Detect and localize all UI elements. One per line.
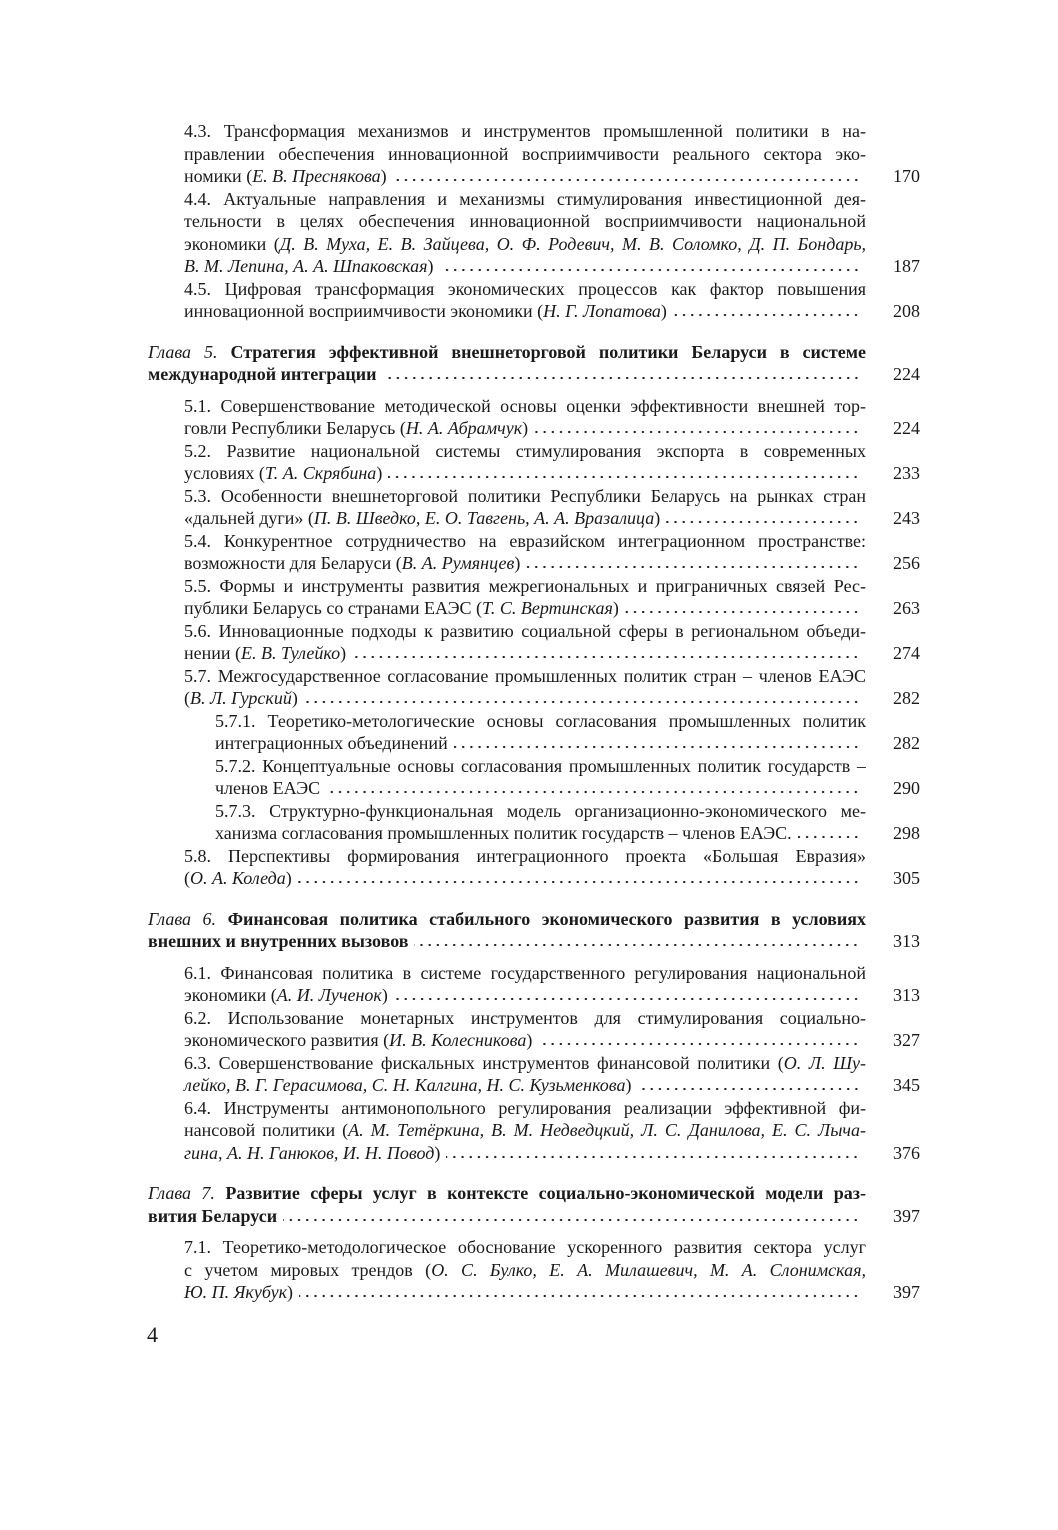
- entry-title: экономического развития (: [184, 1030, 390, 1050]
- toc-line: [184, 233, 866, 256]
- toc-line-text: [184, 963, 866, 983]
- page-ref: 397: [893, 1282, 920, 1302]
- authors: лейко, В. Г. Герасимова, С. Н. Калгина, Н. С. Кузьменкова: [184, 1075, 626, 1095]
- entry-title: (: [184, 868, 190, 888]
- toc-entry: [0, 620, 1058, 665]
- authors: П. В. Шведко, Е. О. Тавгень, А. А. Вразалица: [313, 508, 655, 528]
- page-ref: 170: [893, 166, 920, 186]
- toc-line-text: [184, 1237, 866, 1257]
- page-ref: 224: [893, 364, 920, 384]
- toc-line-text: [184, 462, 382, 485]
- toc-line-text: [148, 1183, 866, 1203]
- toc-line: [184, 552, 866, 575]
- entry-title: нансовой политики (: [184, 1120, 349, 1140]
- dot-leader: [638, 1085, 860, 1091]
- entry-title: 5.2. Развитие национальной системы стимулирования экспорта в современных: [184, 440, 866, 461]
- entry-title: с учетом мировых трендов (: [184, 1259, 432, 1280]
- page-ref: 208: [893, 301, 920, 321]
- toc-line-text: [184, 597, 619, 620]
- toc-line-text: [184, 189, 866, 209]
- toc-line-text: [184, 1120, 866, 1140]
- toc-line-text: [148, 342, 866, 362]
- entry-title: ): [285, 868, 292, 888]
- dot-leader: [666, 518, 860, 524]
- authors: Н. Г. Лопатова: [543, 301, 661, 321]
- entry-title: ): [380, 166, 387, 186]
- toc-line-text: [184, 1029, 532, 1052]
- toc-line-text: [184, 165, 387, 188]
- page-ref: 327: [893, 1030, 920, 1050]
- chapter-title: Развитие сферы услуг в контексте социально-экономической модели раз-: [225, 1183, 866, 1203]
- toc-line: [184, 620, 866, 643]
- toc-line-text: [184, 441, 866, 461]
- entry-title: «дальней дуги» (: [184, 508, 314, 528]
- entry-title: 5.5. Формы и инструменты развития межрегиональных и приграничных связей Рес-: [184, 575, 866, 596]
- page-ref: 345: [893, 1075, 920, 1095]
- entry-title: 5.7.3. Структурно-функциональная модель организационно-экономического ме-: [215, 800, 866, 821]
- toc-line-text: [184, 552, 520, 575]
- entry-title: 6.2. Использование монетарных инструментов для стимулирования социально-: [184, 1007, 866, 1028]
- toc-line: [184, 1236, 866, 1259]
- entry-title: 6.1. Финансовая политика в системе государственного регулирования национальной: [184, 962, 866, 983]
- entry-title: 6.3. Совершенствование фискальных инструментов финансовой политики (: [184, 1052, 784, 1073]
- chapter-title: внешних и внутренних вызовов: [148, 931, 409, 951]
- toc-line-text: [184, 867, 292, 890]
- toc-line: [184, 1097, 866, 1120]
- toc-line: [184, 255, 866, 278]
- toc-line: [148, 1205, 866, 1228]
- entry-title: 5.7.2. Концептуальные основы согласования промышленных политик государств –: [215, 755, 866, 776]
- entry-title: условиях (: [184, 463, 265, 483]
- dot-leader: [798, 833, 860, 839]
- toc-line-text: [184, 531, 866, 551]
- toc-line-text: [184, 255, 434, 278]
- dot-leader: [326, 788, 860, 794]
- toc-line: [184, 300, 866, 323]
- authors: Д. В. Муха, Е. В. Зайцева, О. Ф. Родевич, М. В. Соломко, Д. П. Бондарь,: [279, 233, 866, 254]
- toc-line: [184, 1074, 866, 1097]
- dot-leader: [673, 311, 860, 317]
- chapter-title: международной интеграции: [148, 364, 377, 384]
- entry-title: 4.4. Актуальные направления и механизмы стимулирования инвестиционной дея-: [184, 188, 866, 209]
- entry-title: номики (: [184, 166, 253, 186]
- entry-title: ): [287, 1282, 294, 1302]
- entry-title: 5.4. Конкурентное сотрудничество на евразийском интеграционном пространстве:: [184, 530, 866, 551]
- toc-line: [215, 710, 866, 733]
- dot-leader: [383, 374, 861, 380]
- authors: Т. А. Скрябина: [264, 463, 377, 483]
- authors: В. М. Лепина, А. А. Шпаковская: [184, 256, 428, 276]
- toc-line: [184, 120, 866, 143]
- page-ref: 233: [893, 463, 920, 483]
- toc-line-text: [184, 417, 528, 440]
- toc-line: [184, 867, 866, 890]
- toc-line-text: [184, 687, 298, 710]
- entry-title: ): [381, 985, 388, 1005]
- page-ref: 256: [893, 553, 920, 573]
- toc-entry: [0, 665, 1058, 710]
- page-ref: 298: [893, 823, 920, 843]
- entry-title: 5.1. Совершенствование методической основы оценки эффективности внешней тор-: [184, 395, 866, 416]
- chapter-label: Глава 5.: [148, 341, 231, 362]
- toc-entry: [0, 120, 1058, 188]
- entry-title: ): [522, 418, 529, 438]
- authors: А. И. Лученок: [276, 985, 382, 1005]
- toc-line-text: [148, 909, 866, 929]
- toc-line: [184, 462, 866, 485]
- entry-title: интеграционных объединений: [215, 733, 448, 753]
- toc-line-text: [215, 801, 866, 821]
- dot-leader: [538, 1040, 860, 1046]
- toc-entry: [0, 755, 1058, 800]
- toc-line-text: [184, 279, 866, 299]
- toc-line-text: [184, 121, 866, 141]
- toc-line: [148, 908, 866, 931]
- entry-title: экономики (: [184, 985, 277, 1005]
- toc-line-text: [184, 144, 866, 164]
- authors: Ю. П. Якубук: [184, 1282, 288, 1302]
- toc-line-text: [184, 300, 667, 323]
- page-ref: 305: [893, 868, 920, 888]
- page-ref: 290: [893, 778, 920, 798]
- toc-entry: [0, 278, 1058, 323]
- authors: Н. А. Абрамчук: [405, 418, 523, 438]
- dot-leader: [414, 941, 860, 947]
- entry-title: ): [434, 1142, 441, 1163]
- toc-line: [184, 642, 866, 665]
- table-of-contents: [0, 120, 1058, 1304]
- toc-chapter-entry: [0, 1182, 1058, 1227]
- toc-line: [184, 1259, 866, 1282]
- dot-leader: [454, 743, 860, 749]
- toc-line: [215, 822, 866, 845]
- chapter-title: вития Беларуси: [148, 1205, 278, 1226]
- toc-line-text: [184, 642, 346, 665]
- page-ref: 282: [893, 733, 920, 753]
- toc-line: [184, 1119, 866, 1142]
- toc-line-text: [148, 1205, 277, 1228]
- toc-line: [184, 395, 866, 418]
- toc-line: [184, 845, 866, 868]
- dot-leader: [299, 1292, 860, 1298]
- entry-title: возможности для Беларуси (: [184, 553, 402, 573]
- page-ref: 282: [893, 688, 920, 708]
- toc-entry: [0, 575, 1058, 620]
- authors: О. С. Булко, Е. А. Милашевич, М. А. Слонимская,: [431, 1259, 866, 1280]
- toc-line-text: [184, 1142, 440, 1165]
- entry-title: тельности в целях обеспечения инновационной восприимчивости национальной: [184, 211, 866, 231]
- toc-line: [215, 800, 866, 823]
- entry-title: ): [660, 301, 667, 321]
- authors: гина, А. Н. Ганюков, И. Н. Повод: [184, 1142, 435, 1163]
- toc-line-text: [148, 930, 408, 953]
- authors: Т. С. Вертинская: [481, 598, 613, 618]
- toc-line: [184, 1007, 866, 1030]
- page-number: 4: [147, 1322, 158, 1347]
- entry-title: ): [625, 1075, 632, 1095]
- toc-line: [184, 530, 866, 553]
- entry-title: 5.7.1. Теоретико-метологические основы согласования промышленных политик: [215, 710, 866, 731]
- page-ref: 263: [893, 598, 920, 618]
- toc-line: [184, 1142, 866, 1165]
- toc-entry: [0, 962, 1058, 1007]
- toc-line: [184, 575, 866, 598]
- toc-line-text: [184, 486, 866, 506]
- page-ref: 313: [893, 931, 920, 951]
- entry-title: 7.1. Теоретико-методологическое обоснование ускоренного развития сектора услуг: [184, 1237, 866, 1257]
- dot-leader: [394, 995, 860, 1001]
- page-ref: 224: [893, 418, 920, 438]
- toc-entry: [0, 530, 1058, 575]
- toc-line-text: [184, 234, 866, 254]
- toc-line-text: [184, 621, 866, 641]
- toc-entry: [0, 800, 1058, 845]
- toc-line: [148, 930, 866, 953]
- toc-entry: [0, 1236, 1058, 1304]
- entry-title: ): [612, 598, 619, 618]
- entry-title: членов ЕАЭС: [215, 778, 321, 798]
- toc-line: [184, 962, 866, 985]
- toc-line: [215, 755, 866, 778]
- toc-entry: [0, 395, 1058, 440]
- toc-line: [184, 597, 866, 620]
- entry-title: 4.5. Цифровая трансформация экономических процессов как фактор повышения: [184, 278, 866, 299]
- toc-line: [184, 485, 866, 508]
- toc-chapter-entry: [0, 341, 1058, 386]
- entry-title: ): [376, 463, 383, 483]
- toc-line: [184, 687, 866, 710]
- toc-line: [184, 165, 866, 188]
- toc-line: [184, 1029, 866, 1052]
- page-ref: 274: [893, 643, 920, 663]
- dot-leader: [526, 563, 860, 569]
- entry-title: (: [184, 688, 190, 708]
- toc-line-text: [184, 984, 388, 1007]
- entry-title: правлении обеспечения инновационной восприимчивости реального сектора эко-: [184, 143, 866, 164]
- entry-title: ): [340, 643, 347, 663]
- toc-line-text: [184, 1281, 293, 1304]
- dot-leader: [393, 176, 860, 182]
- toc-entry: [0, 1007, 1058, 1052]
- entry-title: 5.8. Перспективы формирования интеграционного проекта «Большая Евразия»: [184, 845, 866, 866]
- entry-title: ханизма согласования промышленных политик государств – членов ЕАЭС.: [215, 823, 792, 843]
- entry-title: инновационной восприимчивости экономики (: [184, 301, 544, 321]
- toc-line: [184, 1052, 866, 1075]
- toc-line-text: [184, 507, 660, 530]
- toc-line: [184, 188, 866, 211]
- page-ref: 376: [893, 1142, 920, 1163]
- toc-line-text: [184, 1074, 632, 1097]
- toc-line: [184, 143, 866, 166]
- entry-title: экономики (: [184, 233, 280, 254]
- toc-line-text: [215, 822, 792, 845]
- authors: А. М. Тетёркина, В. М. Недведцкий, Л. С. Данилова, Е. С. Лыча-: [348, 1120, 866, 1140]
- toc-line: [215, 732, 866, 755]
- toc-entry: [0, 188, 1058, 278]
- entry-title: ): [514, 553, 521, 573]
- chapter-label: Глава 7.: [148, 1183, 226, 1203]
- dot-leader: [440, 266, 860, 272]
- dot-leader: [283, 1216, 860, 1222]
- toc-entry: [0, 1052, 1058, 1097]
- toc-line-text: [184, 396, 866, 416]
- toc-line: [184, 278, 866, 301]
- toc-line: [184, 440, 866, 463]
- toc-line-text: [184, 1053, 866, 1073]
- toc-line-text: [215, 777, 320, 800]
- toc-entry: [0, 440, 1058, 485]
- toc-line: [148, 341, 866, 364]
- entry-title: ): [291, 688, 298, 708]
- toc-line: [184, 665, 866, 688]
- entry-title: ): [654, 508, 661, 528]
- toc-line: [184, 507, 866, 530]
- page-ref: 397: [893, 1205, 920, 1226]
- entry-title: публики Беларусь со странами ЕАЭС (: [184, 598, 482, 618]
- authors: Е. В. Тулейко: [241, 643, 341, 663]
- entry-title: нении (: [184, 643, 242, 663]
- toc-line-text: [184, 1260, 866, 1280]
- entry-title: 5.6. Инновационные подходы к развитию социальной сферы в региональном объеди-: [184, 620, 866, 641]
- entry-title: ): [526, 1030, 533, 1050]
- toc-line-text: [184, 666, 866, 686]
- dot-leader: [298, 878, 860, 884]
- dot-leader: [388, 473, 860, 479]
- toc-line: [184, 984, 866, 1007]
- toc-line-text: [184, 1008, 866, 1028]
- toc-line-text: [215, 711, 866, 731]
- dot-leader: [352, 653, 860, 659]
- authors: Е. В. Преснякова: [252, 166, 381, 186]
- entry-title: ): [427, 256, 434, 276]
- toc-line-text: [184, 846, 866, 866]
- toc-line: [184, 1281, 866, 1304]
- dot-leader: [625, 608, 860, 614]
- toc-chapter-entry: [0, 908, 1058, 953]
- toc-line: [148, 1182, 866, 1205]
- toc-entry: [0, 485, 1058, 530]
- toc-line: [148, 363, 866, 386]
- entry-title: 5.7. Межгосударственное согласование промышленных политик стран – членов ЕАЭС: [184, 665, 866, 686]
- toc-line: [184, 417, 866, 440]
- dot-leader: [446, 1153, 860, 1159]
- toc-line: [184, 210, 866, 233]
- authors: В. А. Румянцев: [401, 553, 515, 573]
- dot-leader: [304, 698, 860, 704]
- page-ref: 313: [893, 985, 920, 1005]
- chapter-title: Стратегия эффективной внешнеторговой политики Беларуси в системе: [230, 341, 866, 362]
- entry-title: 4.3. Трансформация механизмов и инструментов промышленной политики в на-: [184, 121, 866, 141]
- authors: О. Л. Шу-: [783, 1052, 866, 1073]
- toc-line-text: [184, 1098, 866, 1118]
- toc-entry: [0, 1097, 1058, 1165]
- authors: И. В. Колесникова: [389, 1030, 527, 1050]
- toc-line-text: [148, 363, 377, 386]
- page-ref: 187: [893, 256, 920, 276]
- toc-line-text: [215, 756, 866, 776]
- toc-line-text: [184, 576, 866, 596]
- authors: О. А. Коледа: [190, 868, 286, 888]
- toc-entry: [0, 845, 1058, 890]
- entry-title: 5.3. Особенности внешнеторговой политики Республики Беларусь на рынках стран: [184, 485, 866, 506]
- toc-line-text: [184, 211, 866, 231]
- toc-line-text: [215, 732, 448, 755]
- page-ref: 243: [893, 508, 920, 528]
- authors: В. Л. Гурский: [190, 688, 292, 708]
- chapter-label: Глава 6.: [148, 908, 228, 929]
- entry-title: говли Республики Беларусь (: [184, 418, 406, 438]
- toc-line: [215, 777, 866, 800]
- dot-leader: [534, 428, 860, 434]
- toc-entry: [0, 710, 1058, 755]
- chapter-title: Финансовая политика стабильного экономического развития в условиях: [227, 908, 866, 929]
- entry-title: 6.4. Инструменты антимонопольного регулирования реализации эффективной фи-: [184, 1097, 866, 1118]
